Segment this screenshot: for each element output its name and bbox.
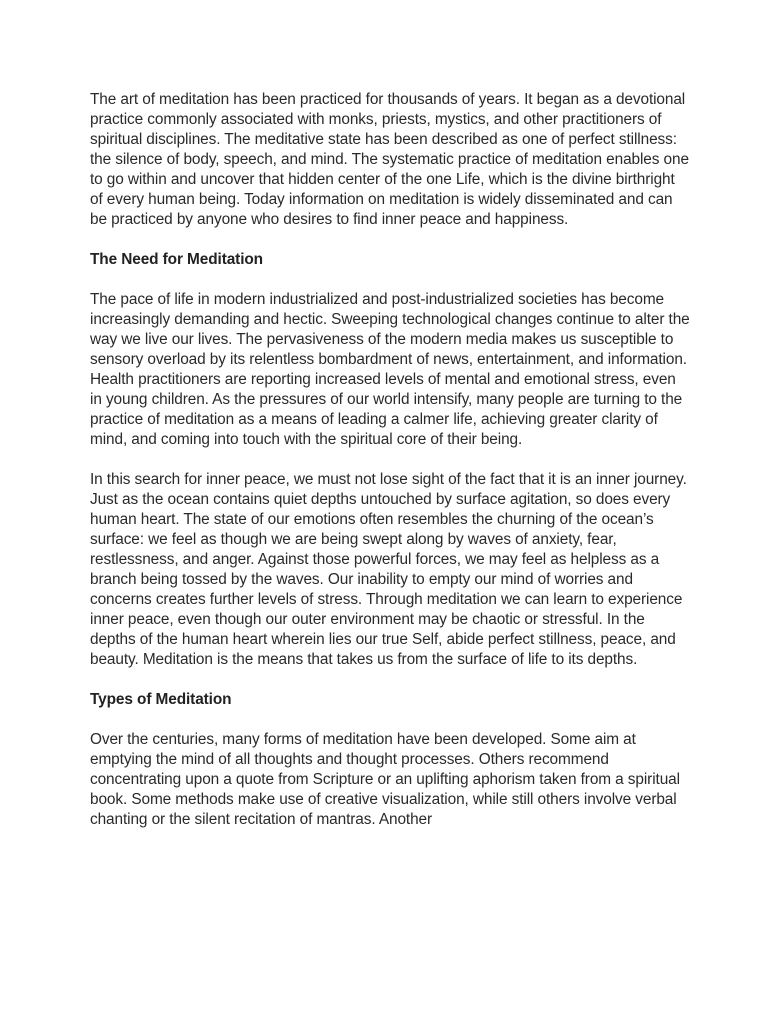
document-page <box>90 90 690 850</box>
need-for-meditation-paragraph-2: In this search for inner peace, we must not lose sight of the fact that it is an inner journey. Just as the ocean contains quiet depths untouched by surface agitation, so does every human heart. The state of our emotions often resembles the churning of the ocean’s surface: we feel as though we are being swept along by waves of anxiety, fear, restlessness, and anger. Against those powerful forces, we may feel as helpless as a branch being tossed by the waves. Our inability to empty our mind of worries and concerns creates further levels of stress. Through meditation we can learn to experience inner peace, even though our outer environment may be chaotic or stressful. In the depths of the human heart wherein lies our true Self, abide perfect stillness, peace, and beauty. Meditation is the means that takes us from the surface of life to its depths. <box>90 471 687 668</box>
intro-paragraph: The art of meditation has been practiced for thousands of years. It began as a devotional practice commonly associated with monks, priests, mystics, and other practitioners of spiritual disciplines. The meditative state has been described as one of perfect stillness: the silence of body, speech, and mind. The systematic practice of meditation enables one to go within and uncover that hidden center of the one Life, which is the divine birthright of every human being. Today information on meditation is widely disseminated and can be practiced by anyone who desires to find inner peace and happiness. <box>90 91 689 228</box>
types-of-meditation-paragraph-1: Over the centuries, many forms of meditation have been developed. Some aim at emptying the mind of all thoughts and thought processes. Others recommend concentrating upon a quote from Scripture or an uplifting aphorism taken from a spiritual book. Some methods make use of creative visualization, while still others involve verbal chanting or the silent recitation of mantras. Another <box>90 731 680 828</box>
section-heading-types-of-meditation: Types of Meditation <box>90 691 232 708</box>
need-for-meditation-paragraph-1: The pace of life in modern industrialized and post-industrialized societies has become increasingly demanding and hectic. Sweeping technological changes continue to alter the way we live our lives. The pervasiveness of the modern media makes us susceptible to sensory overload by its relentless bombardment of news, entertainment, and information. Health practitioners are reporting increased levels of mental and emotional stress, even in young children. As the pressures of our world intensify, many people are turning to the practice of meditation as a means of leading a calmer life, achieving greater clarity of mind, and coming into touch with the spiritual core of their being. <box>90 291 690 448</box>
section-heading-need-for-meditation: The Need for Meditation <box>90 251 263 268</box>
